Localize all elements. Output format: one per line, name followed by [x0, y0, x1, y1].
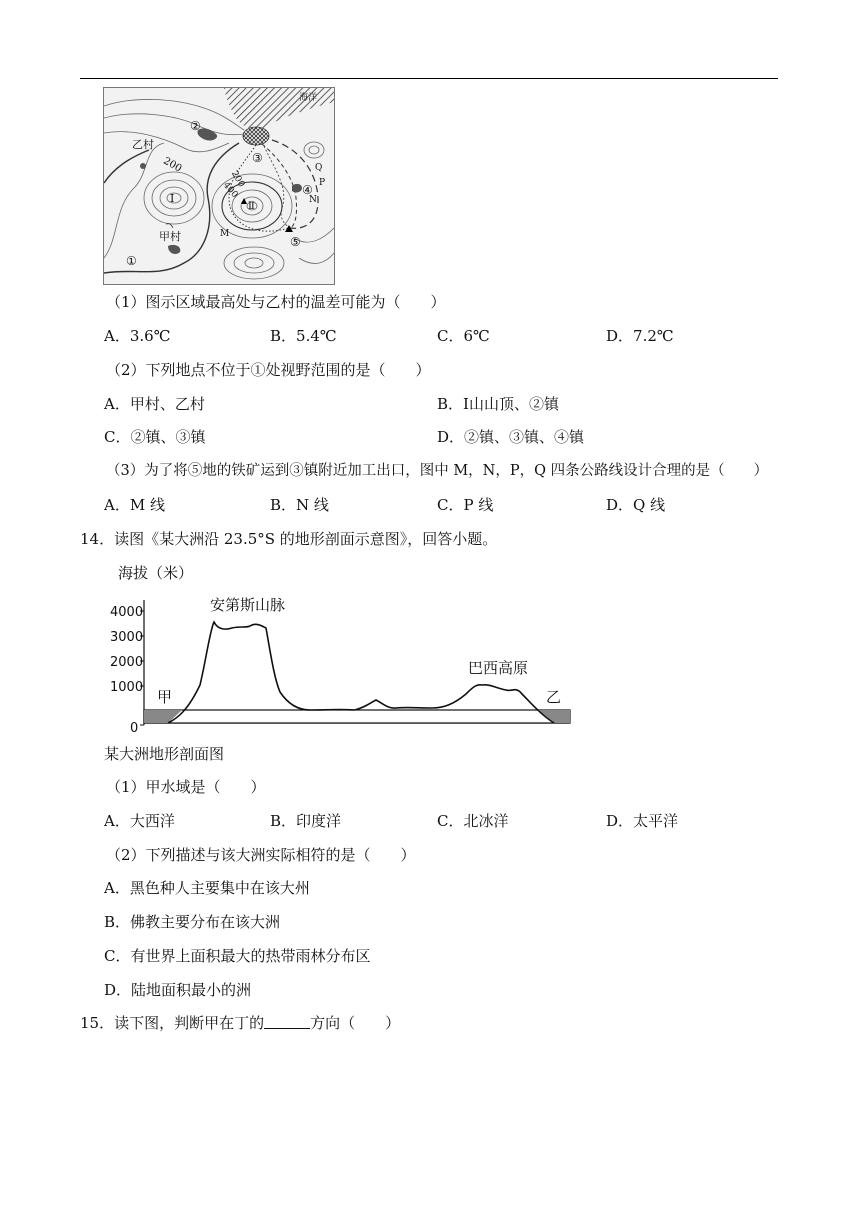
map-label-road-q: Q — [315, 163, 323, 173]
q14-sub2-option-a[interactable]: A．黑色种人主要集中在该大州 — [104, 879, 310, 897]
q14-sub1-option-d[interactable]: D．太平洋 — [606, 812, 679, 830]
q14-sub1-stem: （1）甲水域是（ ） — [106, 778, 266, 796]
map-label-point-4: ④ — [302, 183, 313, 197]
q13-sub1-option-b[interactable]: B．5.4℃ — [270, 327, 337, 345]
contour-map — [103, 87, 335, 285]
q13-sub2-stem: （2）下列地点不位于①处视野范围的是（ ） — [106, 361, 431, 379]
map-label-point-3: ③ — [252, 151, 263, 165]
q13-sub3-stem: （3）为了将⑤地的铁矿运到③镇附近加工出口，图中 M，N，P，Q 四条公路线设计合理的是（ ） — [106, 463, 769, 479]
map-label-contour-200-left: 200 — [161, 155, 184, 175]
q15-stem-after: 方向（ ） — [310, 1014, 401, 1032]
q15-answer-blank[interactable] — [264, 1014, 310, 1029]
q14-sub1-option-a[interactable]: A．大西洋 — [104, 812, 175, 830]
q14-stem: 14．读图《某大洲沿 23.5°S 的地形剖面示意图》，回答小题。 — [80, 530, 498, 548]
header-rule — [80, 78, 778, 79]
q15-stem — [80, 1013, 400, 1033]
q14-sub2-option-d[interactable]: D．陆地面积最小的洲 — [104, 981, 252, 999]
q13-sub2-option-d[interactable]: D．②镇、③镇、④镇 — [437, 428, 585, 446]
profile-caption: 某大洲地形剖面图 — [104, 745, 225, 763]
q14-sub2-option-b[interactable]: B．佛教主要分布在该大洲 — [104, 913, 281, 931]
map-label-point-2: ② — [190, 119, 201, 133]
q13-sub3-option-c[interactable]: C．P 线 — [437, 496, 494, 514]
map-label-road-m: M — [220, 229, 230, 239]
map-label-peak-2: Ⅱ — [248, 201, 255, 212]
q13-sub3-option-b[interactable]: B．N 线 — [270, 496, 329, 514]
map-label-ocean: 海洋 — [299, 93, 318, 103]
profile-tick-1000: 1000 — [110, 680, 144, 695]
map-label-road-p: P — [319, 178, 326, 188]
profile-tick-4000: 4000 — [110, 605, 144, 620]
q14-sub2-option-c[interactable]: C．有世界上面积最大的热带雨林分布区 — [104, 947, 371, 965]
profile-ylabel: 海拔（米） — [118, 564, 194, 582]
profile-label-yi: 乙 — [546, 688, 562, 706]
q13-sub1-option-c[interactable]: C．6℃ — [437, 327, 490, 345]
map-label-point-5: ⑤ — [290, 235, 301, 249]
terrain-profile-figure — [110, 560, 580, 740]
map-label-contour-400: 400 — [220, 180, 240, 201]
map-label-village-jia: 甲村 — [159, 230, 181, 243]
map-label-village-yi: 乙村 — [132, 138, 154, 151]
q15-stem-before: 15．读下图，判断甲在丁的 — [80, 1014, 265, 1032]
profile-tick-3000: 3000 — [110, 630, 144, 645]
profile-label-andes: 安第斯山脉 — [210, 596, 286, 614]
map-label-point-1: ① — [126, 254, 137, 268]
q13-sub2-option-c[interactable]: C．②镇、③镇 — [104, 428, 206, 446]
q13-sub2-option-b[interactable]: B．Ⅰ山山顶、②镇 — [437, 395, 559, 413]
q13-sub1-stem: （1）图示区域最高处与乙村的温差可能为（ ） — [106, 293, 446, 311]
map-label-road-n: N — [309, 195, 317, 205]
q14-sub1-option-c[interactable]: C．北冰洋 — [437, 812, 509, 830]
map-label-peak-1: Ⅰ — [170, 192, 175, 205]
q14-sub1-option-b[interactable]: B．印度洋 — [270, 812, 342, 830]
q13-sub2-option-a[interactable]: A．甲村、乙村 — [104, 395, 205, 413]
profile-tick-2000: 2000 — [110, 655, 144, 670]
map-label-contour-200-right: 200 — [228, 169, 247, 190]
profile-label-jia: 甲 — [157, 688, 173, 706]
q14-sub2-stem: （2）下列描述与该大洲实际相符的是（ ） — [106, 846, 416, 864]
q13-sub3-option-d[interactable]: D．Q 线 — [606, 496, 666, 514]
q13-sub3-option-a[interactable]: A．M 线 — [104, 496, 165, 514]
profile-tick-0: 0 — [130, 721, 139, 736]
profile-label-brazil: 巴西高原 — [468, 659, 529, 677]
q13-sub1-option-d[interactable]: D．7.2℃ — [606, 327, 674, 345]
q13-sub1-option-a[interactable]: A．3.6℃ — [104, 327, 171, 345]
